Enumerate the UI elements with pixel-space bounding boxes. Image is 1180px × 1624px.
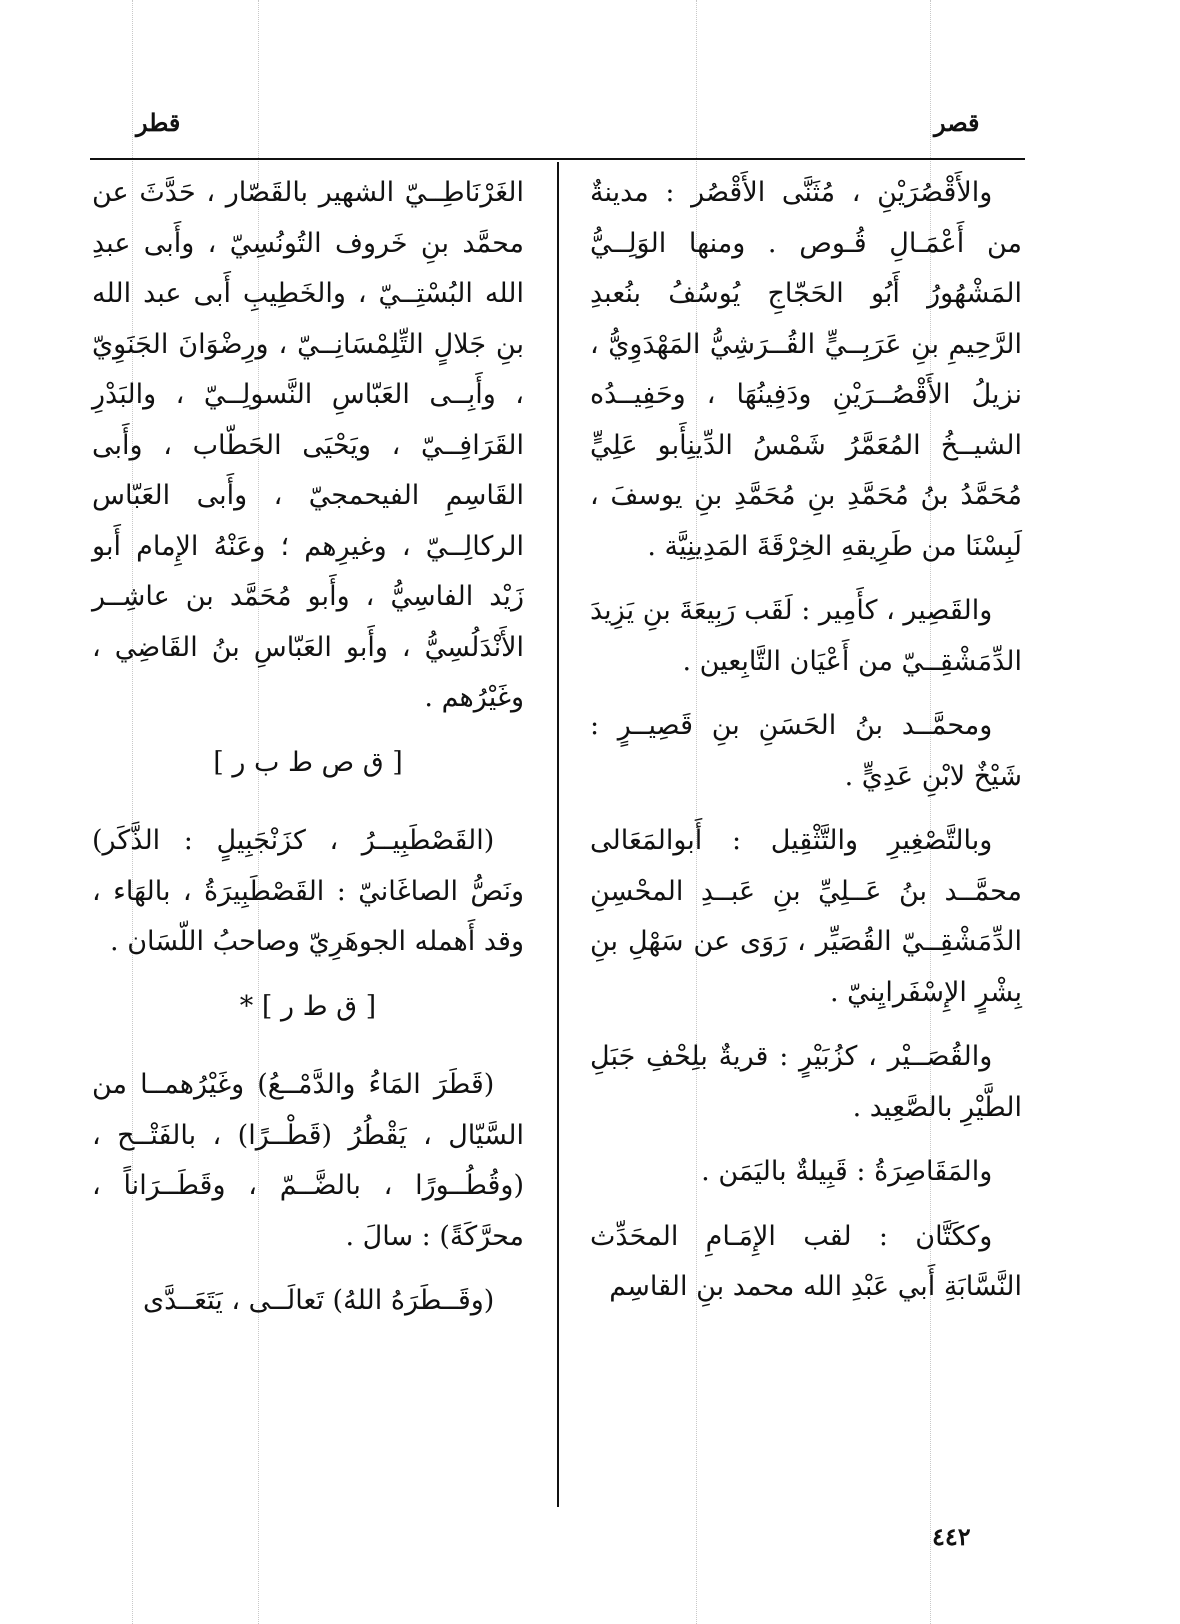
column-divider (557, 162, 559, 1507)
paragraph-al-qastabir: (القَصْطَبِيــرُ ، كزَنْجَبِيلٍ : الذَّكَر) ونَصُّ الصاغَانيّ : القَصْطَبِيرَةُ ، بالهَاء ، وقد أَهمله الجوهَرِيّ وصاحبُ اللّسَان . (92, 825, 524, 957)
header-rule (90, 158, 1025, 160)
paragraph-kakattan: وككَتَّان : لقب الإِمَـامِ المحَدِّث النَّسَّابَةِ أَبي عَبْدِ الله محمد بنِ القاسِم (590, 1220, 1022, 1302)
page-number: ٤٤٢ (932, 1522, 971, 1551)
paragraph-al-qusayyir: وبالتَّصْغِيرِ والتَّثْقِيل : أَبوالمَعَالى محمَّــد بنُ عَــلِيِّ بنِ عَبــدِ المحْسِنِ الدِّمَشْقِــيّ القُصَيِّر ، رَوَى عن سَهْلِ بنِ بِشْرٍ الإِسْفَرايِنيّ . (590, 825, 1022, 1008)
root-heading-q-t-r: [ ق ط ر ] * (239, 990, 377, 1022)
paragraph-al-maqasira: والمَقَاصِرَةُ : قَبِيلةٌ باليَمَن . (701, 1156, 993, 1187)
right-text-column (590, 168, 1022, 1327)
left-running-headword: قطر (136, 108, 181, 137)
paragraph-ibn-qasir: ومحمَّــد بنُ الحَسَنِ بنِ قَصِيــرٍ : شَيْخٌ لابْنِ عَدِيٍّ . (590, 710, 1022, 792)
paragraph-qatarahu: (وقَــطَرَهُ اللهُ) تَعالَــى ، يَتَعَــدَّى (142, 1285, 495, 1316)
root-heading-q-s-t-b-r: [ ق ص ط ب ر ] (213, 746, 403, 778)
left-text-column (92, 168, 524, 1341)
paragraph-al-qasir: والقَصِير ، كأَمِير : لَقَب رَبِيعَةَ بنِ يَزِيدَ الدِّمَشْقِــيّ من أَعْيَان التَّابِعين . (590, 595, 1022, 677)
paragraph-qatara: (قَطَرَ المَاءُ والدَّمْــعُ) وغَيْرُهمــا من السَّيّال ، يَقْطُرُ (قَطْــرًا) ، بالفَتْــح ، (وقُطُــورًا ، بالضَّــمّ ، وقَطَــرَاناً ، محرَّكَةً) : سالَ . (92, 1069, 524, 1252)
right-running-headword: قصر (934, 108, 980, 137)
paragraph-al-qusayr: والقُصَــيْر ، كزُبَيْرٍ : قريةٌ بلِحْفِ جَبَلِ الطَّيْرِ بالصَّعِيد . (590, 1041, 1022, 1123)
paragraph-continuation: الغَرْنَاطِــيّ الشهير بالقَصّار ، حَدَّثَ عن محمَّد بنِ خَروف التُونُسِيّ ، وأَبى عبدِ الله البُسْتِــيّ ، والخَطِيبِ أَبى عبد الله بنِ جَلالٍ التِّلِمْسَانِــيّ ، ورِضْوَانَ الجَنَوِيّ ، وأَبِــى العَبّاسِ النَّسولِــيّ ، والبَدْرِ القَرَافِــيّ ، ويَحْيَى الحَطّاب ، وأَبى القَاسِمِ الفيحمجيّ ، وأَبى العَبّاس الركالِــيّ ، وغيرِهم ؛ وعَنْهُ الإِمام أَبو زَيْد الفاسِيُّ ، وأَبو مُحَمَّد بن عاشِــر الأَنْدَلُسِيُّ ، وأَبو العَبّاسِ بنُ القَاضِي ، وغَيْرُهم . (92, 177, 524, 713)
paragraph-al-aqsurayn: والأَقْصُرَيْنِ ، مُثَنَّى الأَقْصُر : مدينةٌ من أَعْمَـالِ قُـوص . ومنها الوَلِــيُّ المَشْهُورُ أَبُو الحَجّاجِ يُوسُفُ بنُعبدِ الرَّحِيمِ بنِ عَرَبِــيٍّ القُــرَشِيُّ المَهْدَوِيُّ ، نزيلُ الأَقْصُــرَيْنِ ودَفِينُهَا ، وحَفِيــدُه الشيــخُ المُعَمَّرُ شَمْسُ الدِّينِأَبو عَلِيٍّ مُحَمَّدُ بنُ مُحَمَّدِ بنِ مُحَمَّدِ بنِ يوسفَ ، لَبِسْنَا من طَرِيقهِ الخِرْقَةَ المَدِينِيَّة . (590, 177, 1022, 562)
